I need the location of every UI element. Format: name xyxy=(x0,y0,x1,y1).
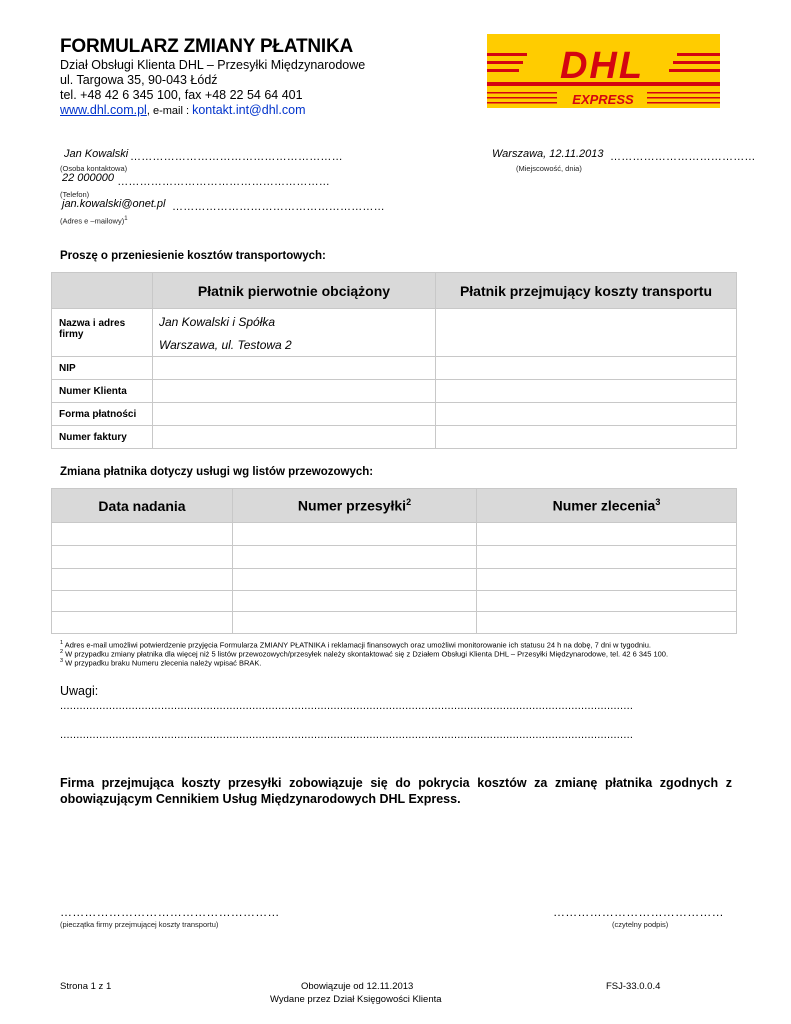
footer-issued-by: Wydane przez Dział Księgowości Klienta xyxy=(270,994,442,1005)
waybill-table xyxy=(51,488,737,634)
logo-brand-text: DHL xyxy=(559,45,645,87)
contact-phone-caption: (Telefon) xyxy=(60,190,90,199)
department-line: Dział Obsługi Klienta DHL – Przesyłki Międzynarodowe xyxy=(60,58,366,72)
place-date-caption: (Miejscowość, dnia) xyxy=(516,164,582,173)
phone-line: tel. +48 42 6 345 100, fax +48 22 54 64 401 xyxy=(60,88,303,102)
date-cell[interactable] xyxy=(52,569,233,591)
shipment-cell[interactable] xyxy=(233,569,477,591)
original-company-name: Jan Kowalski i Spółka xyxy=(159,315,276,329)
signature-line[interactable]: …………………………………… xyxy=(553,905,724,919)
order-cell[interactable] xyxy=(477,546,737,569)
payer-table xyxy=(51,272,737,449)
shipment-cell[interactable] xyxy=(233,523,477,546)
original-company-address: Warszawa, ul. Testowa 2 xyxy=(159,338,292,352)
web-email-line xyxy=(60,103,306,119)
payer-section-heading: Proszę o przeniesienie kosztów transportowych: xyxy=(60,250,326,262)
row-label-invoice-number: Numer faktury xyxy=(52,426,153,449)
place-date-dots: ………………………………… xyxy=(610,151,756,163)
original-client-number-cell[interactable] xyxy=(153,380,436,403)
logo-sub-text: EXPRESS xyxy=(572,92,634,107)
stamp-caption: (pieczątka firmy przejmującej koszty transportu) xyxy=(60,920,219,929)
waybill-section-heading: Zmiana płatnika dotyczy usługi wg listów przewozowych: xyxy=(60,466,374,478)
original-nip-cell[interactable] xyxy=(153,357,436,380)
shipment-cell[interactable] xyxy=(233,612,477,634)
contact-person-dots: ………………………………………………… xyxy=(130,151,343,163)
contact-person-value[interactable]: Jan Kowalski xyxy=(64,148,129,160)
place-date-value[interactable]: Warszawa, 12.11.2013 xyxy=(492,148,604,160)
form-title: FORMULARZ ZMIANY PŁATNIKA xyxy=(60,36,353,57)
col-order-number: Numer zlecenia$^3$ xyxy=(477,489,737,523)
order-cell[interactable] xyxy=(477,569,737,591)
row-label-payment-form: Forma płatności xyxy=(52,403,153,426)
col-shipment-number: Numer przesyłki$^2$ xyxy=(233,489,477,523)
original-payment-form-cell[interactable] xyxy=(153,403,436,426)
contact-phone-value[interactable]: 22 000000 xyxy=(62,172,114,184)
footnote-3: $^3$ W przypadku braku Numeru zlecenia należy wpisać BRAK. xyxy=(60,658,262,668)
contact-email-value[interactable]: jan.kowalski@onet.pl xyxy=(62,198,166,210)
row-label-client-number: Numer Klienta xyxy=(52,380,153,403)
new-company-cell[interactable] xyxy=(436,309,737,357)
col-original-payer: Płatnik pierwotnie obciążony xyxy=(153,273,436,309)
original-company-cell[interactable] xyxy=(153,309,436,357)
dhl-logo xyxy=(487,34,720,108)
footer-document-code: FSJ-33.0.0.4 xyxy=(606,981,661,992)
order-cell[interactable] xyxy=(477,523,737,546)
table-row xyxy=(52,569,737,591)
date-cell[interactable] xyxy=(52,523,233,546)
contact-email-caption: (Adres e –mailowy)$^1$ xyxy=(60,216,128,226)
email-prefix: , e-mail : xyxy=(146,105,193,117)
row-label-company: Nazwa i adres firmy xyxy=(52,309,153,357)
payer-table-corner xyxy=(52,273,153,309)
new-payment-form-cell[interactable] xyxy=(436,403,737,426)
remarks-line-2[interactable]: ................................................................................................................................................................................ xyxy=(60,729,634,741)
stamp-line[interactable]: ……………………………………………… xyxy=(60,905,280,919)
contact-phone-dots: ………………………………………………… xyxy=(117,176,330,188)
table-row xyxy=(52,591,737,612)
signature-caption: (czytelny podpis) xyxy=(612,920,669,929)
street-line: ul. Targowa 35, 90-043 Łódź xyxy=(60,73,218,87)
new-client-number-cell[interactable] xyxy=(436,380,737,403)
row-label-nip: NIP xyxy=(52,357,153,380)
contact-email-dots: ………………………………………………… xyxy=(172,201,385,213)
col-date: Data nadania xyxy=(52,489,233,523)
date-cell[interactable] xyxy=(52,612,233,634)
table-row xyxy=(52,546,737,569)
table-row xyxy=(52,612,737,634)
original-invoice-number-cell[interactable] xyxy=(153,426,436,449)
date-cell[interactable] xyxy=(52,546,233,569)
remarks-line-1[interactable]: ................................................................................................................................................................................ xyxy=(60,700,634,712)
new-invoice-number-cell[interactable] xyxy=(436,426,737,449)
contact-person-caption: (Osoba kontaktowa) xyxy=(60,164,128,173)
shipment-cell[interactable] xyxy=(233,591,477,612)
footer-valid-from: Obowiązuje od 12.11.2013 xyxy=(301,981,414,992)
table-row xyxy=(52,523,737,546)
order-cell[interactable] xyxy=(477,591,737,612)
new-nip-cell[interactable] xyxy=(436,357,737,380)
order-cell[interactable] xyxy=(477,612,737,634)
footnote-1: $^1$ Adres e-mail umożliwi potwierdzenie przyjęcia Formularza ZMIANY PŁATNIKA i reklamacji finansowych oraz umożliwi monitorowanie ich statusu 24 h na dobę, 7 dni w tygodniu. xyxy=(60,640,651,650)
website-link[interactable]: www.dhl.com.pl xyxy=(60,103,147,117)
payment-statement: Firma przejmująca koszty przesyłki zobowiązuje się do pokrycia kosztów za zmianę płatnika zgodnych z obowiązującym Cennikiem Usług Międzynarodowych DHL Express. xyxy=(60,776,732,806)
shipment-cell[interactable] xyxy=(233,546,477,569)
remarks-label: Uwagi: xyxy=(60,684,99,698)
footnote-2: $^2$ W przypadku zmiany płatnika dla więcej niż 5 listów przewozowych/przesyłek należy skontaktować się z Działem Obsługi Klienta DHL – Przesyłki Międzynarodowe, tel. 42 6 345 100. xyxy=(60,649,669,659)
email-link[interactable]: kontakt.int@dhl.com xyxy=(192,103,306,117)
col-new-payer: Płatnik przejmujący koszty transportu xyxy=(436,273,737,309)
date-cell[interactable] xyxy=(52,591,233,612)
footer-page-number: Strona 1 z 1 xyxy=(60,981,112,992)
